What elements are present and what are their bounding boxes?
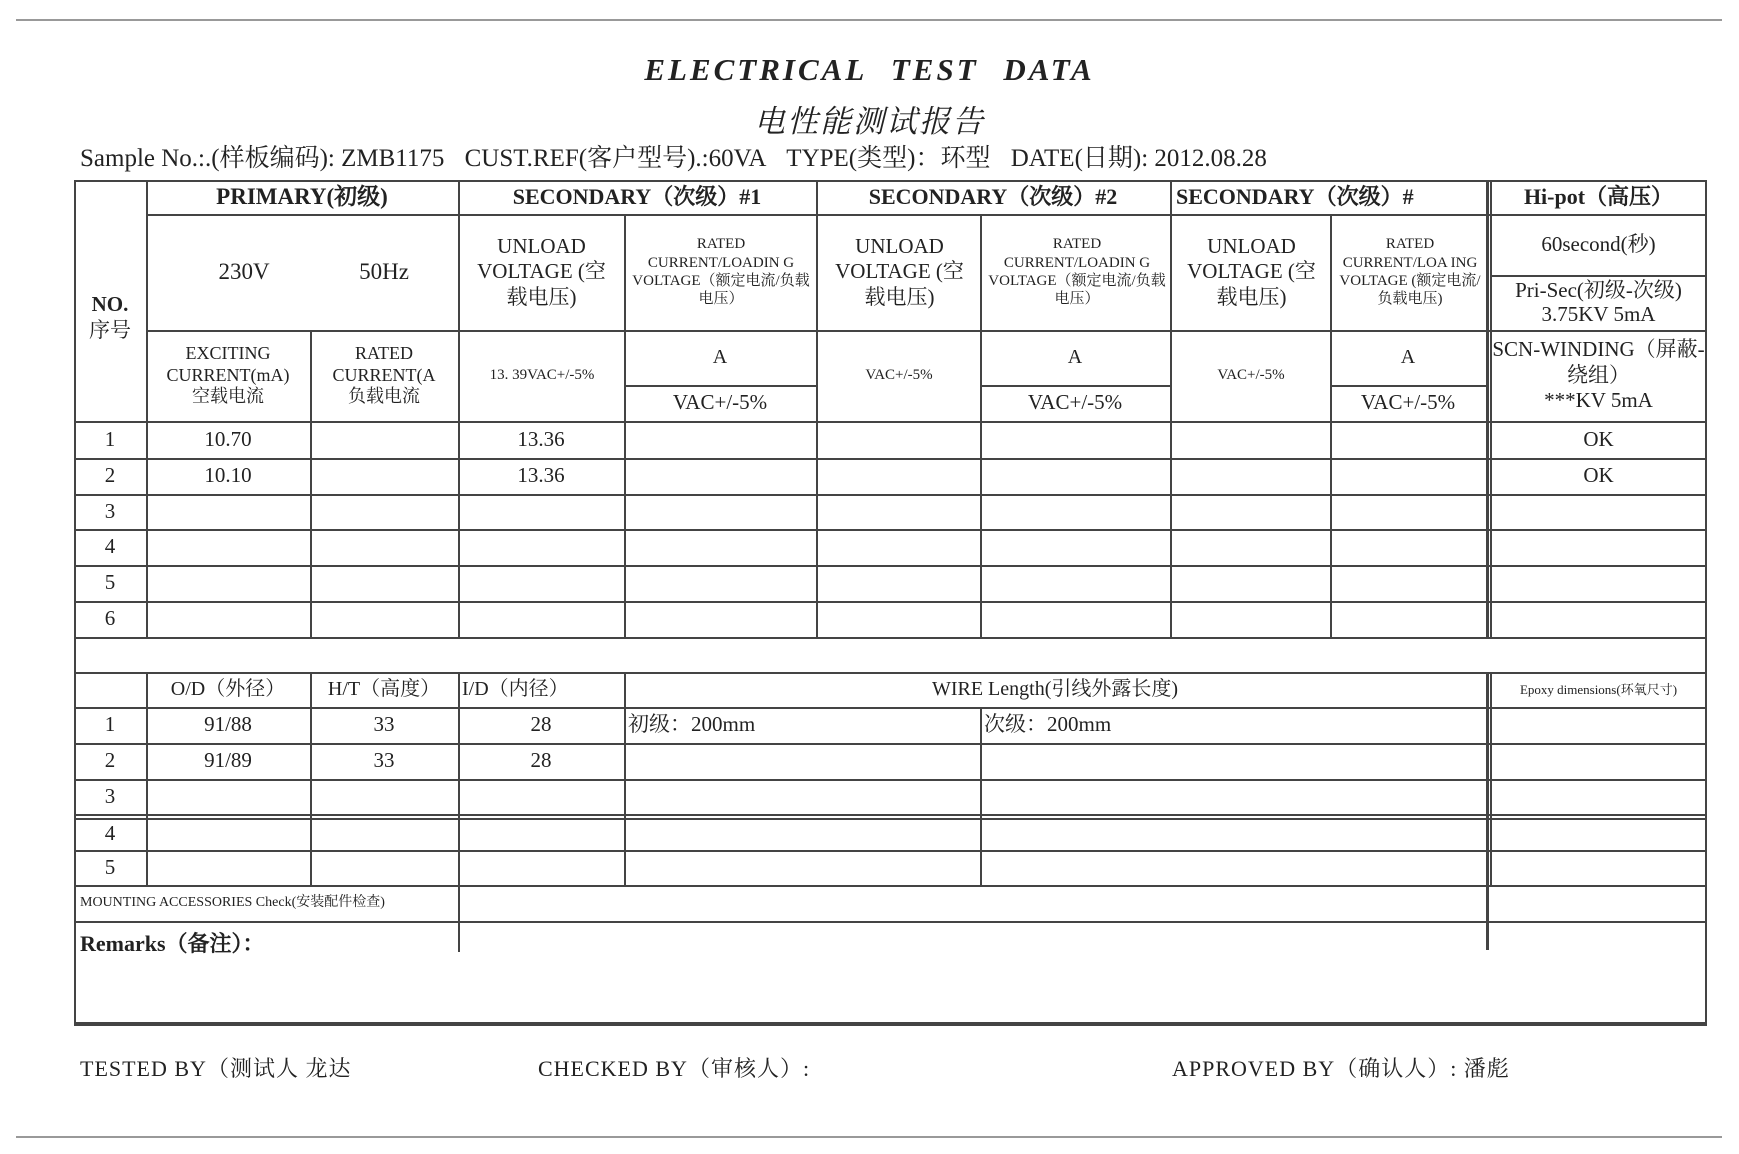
ht-value: 33: [373, 712, 395, 737]
row-number: 4: [104, 821, 116, 846]
ht-value: 33: [373, 748, 395, 773]
row-line: [74, 458, 1707, 460]
row-number: 5: [104, 570, 116, 595]
row-number: 5: [104, 854, 116, 879]
sample-no: Sample No.:.(样板编码): ZMB1175: [80, 145, 445, 172]
grid-line: [1486, 672, 1489, 950]
wire-length-header: WIRE Length(引线外露长度): [931, 678, 1179, 701]
secondary-2-spec: VAC+/-5%: [865, 367, 933, 384]
secondary-2-header: SECONDARY（次级）#2: [868, 183, 1118, 209]
unload-voltage-value: 13.36: [517, 426, 565, 451]
rated-loading-2: RATED CURRENT/LOADIN G VOLTAGE（额定电流/负载电压）: [988, 236, 1166, 308]
top-rule: [16, 19, 1722, 21]
row-line: [74, 850, 1707, 852]
rated-current-header: RATED CURRENT(A 负载电流: [332, 342, 436, 407]
grid-line: [1486, 180, 1489, 638]
vac-label-3: VAC+/-5%: [1360, 390, 1456, 415]
vac-label-2: VAC+/-5%: [1027, 390, 1123, 415]
remarks-label: Remarks（备注）：: [80, 930, 265, 956]
row-number: 1: [104, 712, 116, 737]
grid-line: [980, 707, 982, 885]
title-chinese: 电性能测试报告: [754, 104, 985, 139]
secondary-1-spec: 13. 39VAC+/-5%: [489, 367, 595, 384]
row-number: 1: [104, 426, 116, 451]
id-value: 28: [530, 748, 552, 773]
ht-header: H/T（高度）: [327, 678, 441, 701]
row-number: 2: [104, 463, 116, 488]
grid-line: [980, 214, 982, 638]
hipot-header: Hi-pot（高压）: [1523, 183, 1674, 209]
rated-loading-3: RATED CURRENT/LOA ING VOLTAGE (额定电流/负载电压): [1339, 236, 1481, 308]
od-value: 91/89: [204, 748, 252, 773]
amp-label-1: A: [712, 346, 728, 369]
approved-by: APPROVED BY（确认人）: 潘彪: [1172, 1056, 1510, 1081]
od-value: 91/88: [204, 712, 252, 737]
row-line: [74, 494, 1707, 496]
row-line: [74, 637, 1707, 639]
unload-voltage-1: UNLOAD VOLTAGE (空载电压): [477, 233, 606, 309]
title-english: ELECTRICAL TEST DATA: [644, 52, 1095, 87]
primary-voltage: 230V: [218, 258, 270, 284]
tested-by: TESTED BY（测试人 龙达: [80, 1056, 352, 1081]
grid-line: [74, 421, 1707, 423]
row-number: 6: [104, 606, 116, 631]
wire-primary-value: 初级：200mm: [628, 712, 756, 737]
row-line: [74, 818, 1707, 820]
amp-label-2: A: [1067, 346, 1083, 369]
rated-loading-1: RATED CURRENT/LOADIN G VOLTAGE（额定电流/负载电压）: [632, 236, 810, 308]
unload-voltage-2: UNLOAD VOLTAGE (空载电压): [835, 233, 964, 309]
secondary-1-header: SECONDARY（次级）#1: [512, 183, 762, 209]
no-header: NO. 序号: [89, 291, 131, 342]
id-value: 28: [530, 712, 552, 737]
row-line: [74, 529, 1707, 531]
primary-header: PRIMARY(初级): [216, 183, 388, 209]
exciting-current-value: 10.10: [204, 463, 252, 488]
type: TYPE(类型)：环型: [786, 145, 991, 172]
cust-ref: CUST.REF(客户型号).:60VA: [464, 145, 767, 172]
checked-by: CHECKED BY（审核人）:: [538, 1056, 811, 1081]
amp-label-3: A: [1400, 346, 1416, 369]
pri-sec-test: Pri-Sec(初级-次级) 3.75KV 5mA: [1515, 278, 1682, 326]
epoxy-header: Epoxy dimensions(环氧尺寸): [1519, 681, 1678, 697]
unload-voltage-value: 13.36: [517, 463, 565, 488]
sample-info-line: [80, 138, 1281, 174]
row-line: [74, 565, 1707, 567]
row-line: [74, 921, 1707, 923]
row-line: [74, 779, 1707, 781]
hipot-result: OK: [1583, 426, 1614, 451]
row-line: [74, 601, 1707, 603]
table-border: [74, 1022, 1707, 1026]
secondary-3-spec: VAC+/-5%: [1217, 367, 1285, 384]
test-data-table: [74, 180, 1707, 1026]
mounting-accessories-label: MOUNTING ACCESSORIES Check(安装配件检查): [80, 895, 385, 911]
hipot-result: OK: [1583, 463, 1614, 488]
row-line: [74, 814, 1707, 816]
row-number: 3: [104, 498, 116, 523]
exciting-current-value: 10.70: [204, 426, 252, 451]
vac-label-1: VAC+/-5%: [672, 390, 768, 415]
primary-frequency: 50Hz: [359, 258, 409, 284]
wire-secondary-value: 次级：200mm: [984, 712, 1112, 737]
id-header: I/D（内径）: [462, 678, 569, 701]
secondary-3-header: SECONDARY（次级）#: [1176, 183, 1414, 209]
grid-line: [1330, 214, 1332, 638]
row-number: 3: [104, 783, 116, 808]
unload-voltage-3: UNLOAD VOLTAGE (空载电压): [1187, 233, 1316, 309]
bottom-rule: [16, 1136, 1722, 1138]
row-number: 4: [104, 534, 116, 559]
scn-winding-test: SCN-WINDING（屏蔽-绕组） ***KV 5mA: [1492, 337, 1705, 413]
hipot-duration: 60second(秒): [1541, 231, 1656, 256]
od-header: O/D（外径）: [170, 678, 286, 701]
row-number: 2: [104, 748, 116, 773]
date: DATE(日期): 2012.08.28: [1010, 145, 1267, 172]
exciting-current-header: EXCITING CURRENT(mA) 空载电流: [166, 342, 290, 407]
grid-line: [624, 214, 626, 638]
